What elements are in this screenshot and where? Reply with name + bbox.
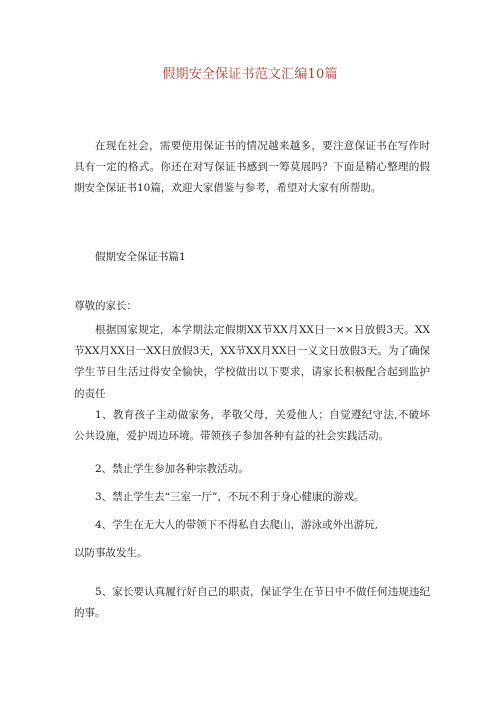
- salutation: 尊敬的家长：: [74, 300, 137, 312]
- intro-paragraph: 在现在社会，需要使用保证书的情况越来越多，要注意保证书在写作时具有一定的格式。你还在对写保证书感到一筹莫展吗？下面是精心整理的假期安全保证书10篇，欢迎大家借鉴与参考，希望对大家有所帮助。: [74, 140, 430, 195]
- list-item: 1、教育孩子主动做家务，孝敬父母，关爱他人；自觉遵纪守法,不破坏公共设施，爱护周边环境。带领孩子参加各种有益的社会实践活动。: [74, 409, 430, 443]
- body-paragraph: 根据国家规定，本学期法定假期XX节XX月XX日一××日放假3天。XX节XX月XX日一XX日放假3天，XX节XX月XX日一义文日放假3天。为了确保学生节日生活过得安全愉快，学校做出以下要求，请家长积极配合起到监护的责任: [74, 324, 430, 400]
- list-item: 4、学生在无大人的带领下不得私自去爬山，游泳或外出游玩,: [95, 519, 379, 531]
- list-item: 2、禁止学生参加各种宗教活动。: [95, 463, 249, 475]
- list-item: 3、禁止学生去“三室一厅”，不玩不利于身心健康的游戏。: [95, 491, 365, 503]
- list-item: 以防事故发生。: [74, 547, 148, 559]
- document-title: 假期安全保证书范文汇编10篇: [162, 67, 338, 82]
- list-item: 5、家长要认真履行好自己的职责，保证学生在节日中不做任何违规违纪的事。: [74, 586, 430, 620]
- section-title: 假期安全保证书篇1: [95, 251, 186, 263]
